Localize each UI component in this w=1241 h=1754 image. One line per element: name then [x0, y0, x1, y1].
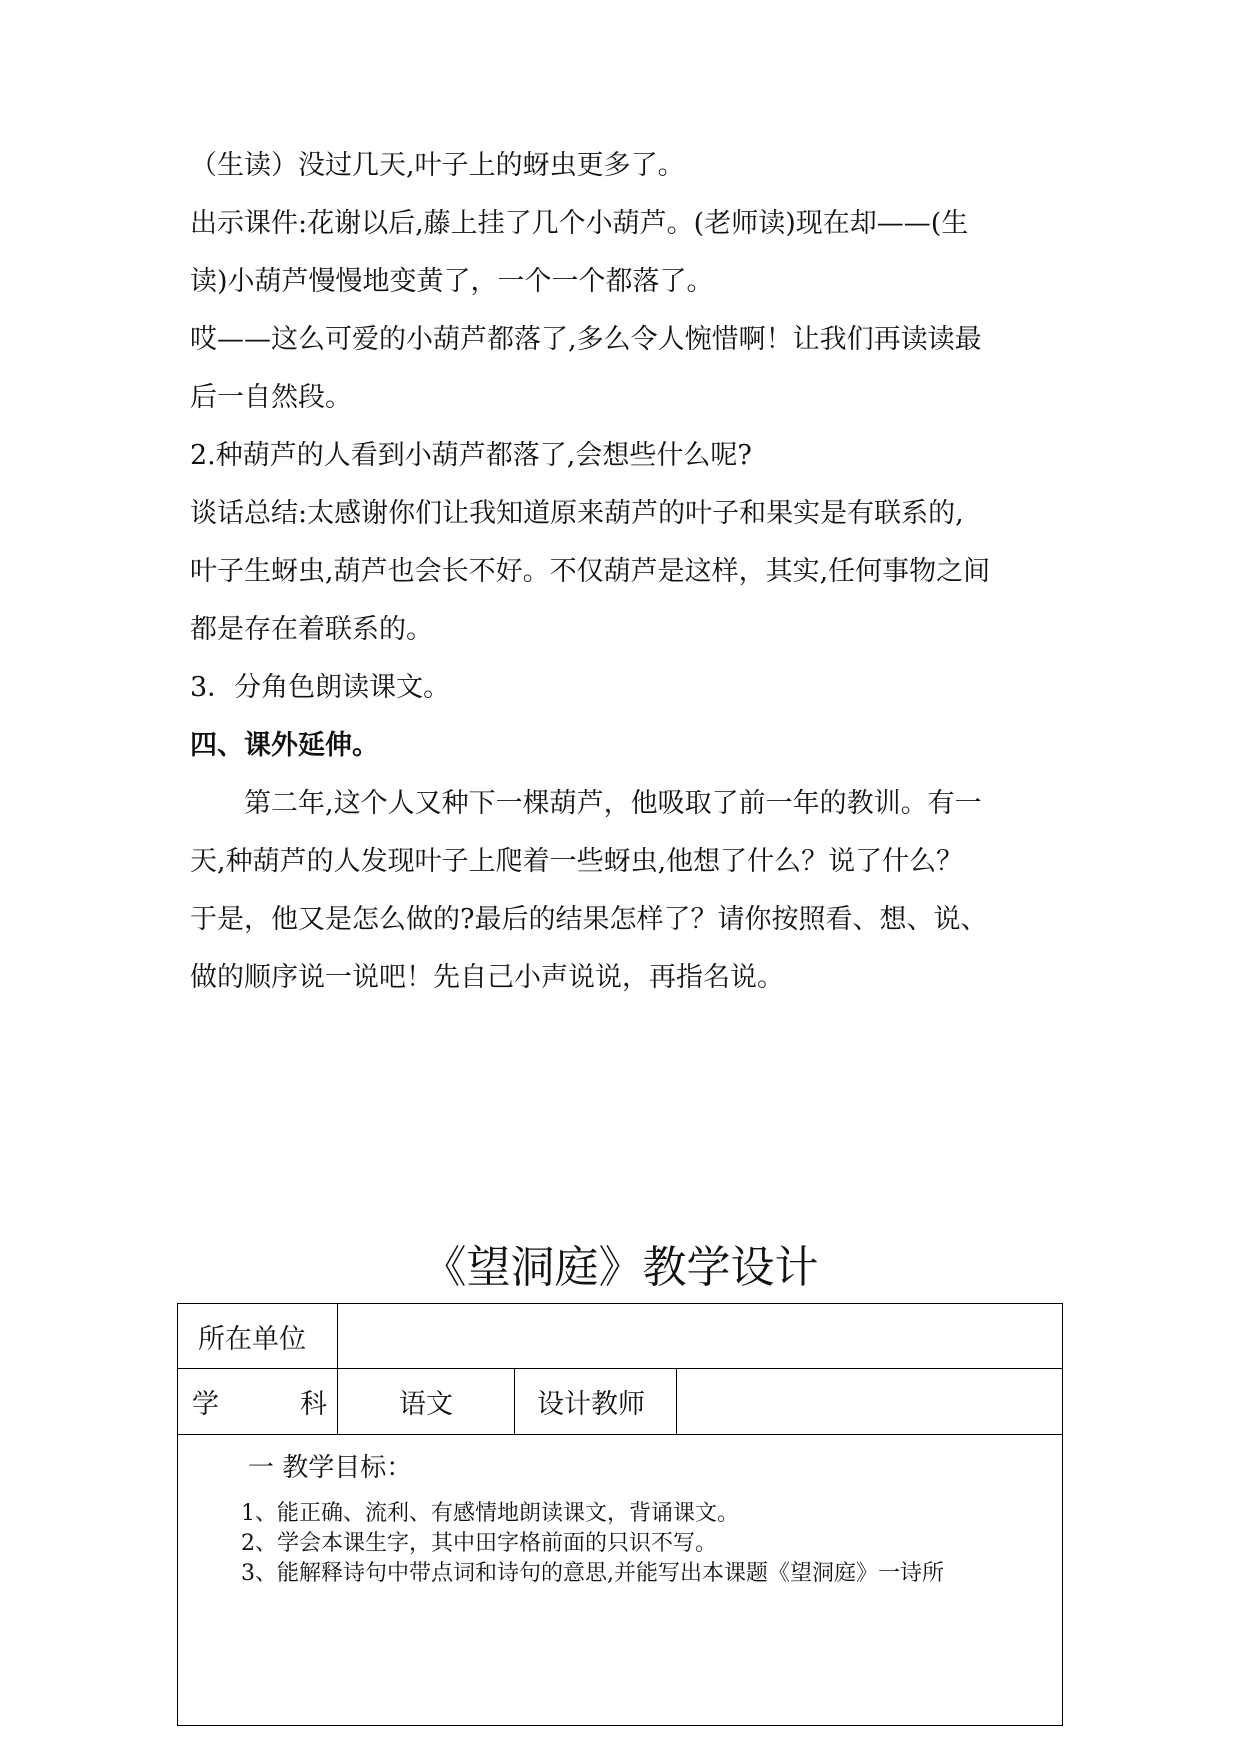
paragraph-line-10: 3．分角色朗读课文。 [190, 672, 451, 703]
paragraph-line-1: （生读）没过几天,叶子上的蚜虫更多了。 [190, 150, 685, 181]
paragraph-line-4: 哎——这么可爱的小葫芦都落了,多么令人惋惜啊！让我们再读读最 [190, 324, 982, 355]
paragraph-line-3: 读)小葫芦慢慢地变黄了，一个一个都落了。 [190, 266, 714, 297]
paragraph-line-5: 后一自然段。 [190, 382, 352, 413]
objective-item: 2、学会本课生字，其中田字格前面的只识不写。 [241, 1531, 717, 1556]
paragraph-line-13: 天,种葫芦的人发现叶子上爬着一些蚜虫,他想了什么？说了什么？ [190, 846, 964, 877]
lesson-info-table [177, 1303, 1063, 1726]
table-row-unit [178, 1304, 1062, 1369]
section-heading-extension: 四、课外延伸。 [190, 730, 379, 761]
paragraph-line-6: 2.种葫芦的人看到小葫芦都落了,会想些什么呢? [190, 440, 752, 471]
paragraph-line-15: 做的顺序说一说吧！先自己小声说说，再指名说。 [190, 962, 784, 993]
objectives-heading: 一 教学目标： [248, 1453, 413, 1483]
table-row-subject [178, 1369, 1062, 1435]
paragraph-line-2: 出示课件:花谢以后,藤上挂了几个小葫芦。(老师读)现在却——(生 [190, 208, 969, 239]
paragraph-line-8: 叶子生蚜虫,葫芦也会长不好。不仅葫芦是这样，其实,任何事物之间 [190, 556, 991, 587]
objectives-cell [178, 1435, 1062, 1725]
unit-value [338, 1304, 1062, 1368]
unit-label: 所在单位 [178, 1304, 338, 1368]
paragraph-line-7: 谈话总结:太感谢你们让我知道原来葫芦的叶子和果实是有联系的, [190, 498, 964, 529]
objective-item: 1、能正确、流利、有感情地朗读课文，背诵课文。 [241, 1501, 739, 1526]
document-title: 《望洞庭》教学设计 [422, 1242, 819, 1293]
paragraph-line-9: 都是存在着联系的。 [190, 614, 433, 645]
subject-value: 语文 [338, 1369, 515, 1434]
subject-label: 学 科 [178, 1369, 338, 1434]
paragraph-line-14: 于是，他又是怎么做的?最后的结果怎样了？请你按照看、想、说、 [190, 904, 988, 935]
teacher-label: 设计教师 [515, 1369, 677, 1434]
paragraph-line-12: 第二年,这个人又种下一棵葫芦，他吸取了前一年的教训。有一 [190, 788, 982, 819]
teacher-value [677, 1369, 1062, 1434]
objective-item: 3、能解释诗句中带点词和诗句的意思,并能写出本课题《望洞庭》一诗所 [241, 1561, 944, 1586]
